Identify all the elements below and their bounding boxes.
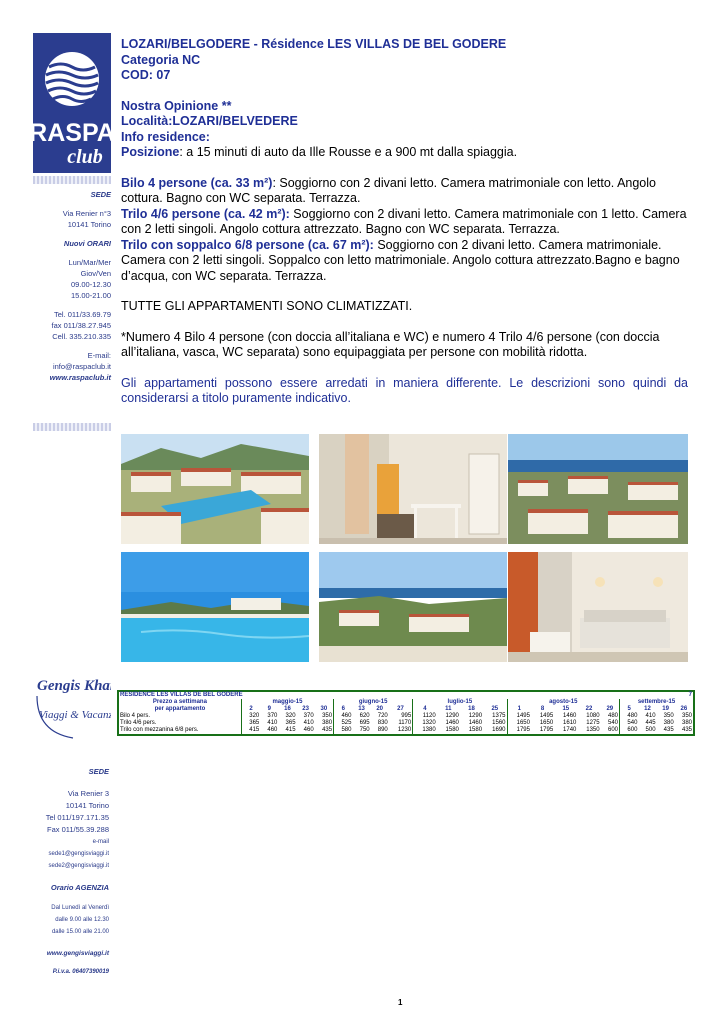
price-cell: 435 xyxy=(322,727,333,733)
price-cell: 1350 xyxy=(586,727,600,733)
phone: Tel. 011/33.69.79 xyxy=(54,310,111,319)
hours-label: Orario AGENZIA xyxy=(50,883,109,892)
apartment-desc: : Soggiorno con 2 divani letto. Camera matrimoniale con letto. Angolo cottura. Bagno con WC separata. Terrazza. xyxy=(121,175,656,205)
raspa-logo-text: RASPA xyxy=(33,119,111,147)
gengis-logo-word-1: Gengis Khan xyxy=(37,678,111,694)
price-cell: 380 xyxy=(322,720,333,726)
price-cell: 460 xyxy=(334,713,353,720)
price-cell: 540 xyxy=(620,720,639,727)
price-cell: 350 xyxy=(322,713,333,719)
website-link[interactable]: www.raspaclub.it xyxy=(49,373,111,382)
day-header: 2 xyxy=(241,706,260,713)
price-cell: 1495 xyxy=(507,713,531,720)
price-table xyxy=(117,690,695,736)
website-link[interactable]: www.gengisviaggi.it xyxy=(46,950,109,957)
divider xyxy=(33,423,111,431)
apartment-name: Bilo 4 persone (ca. 33 m²) xyxy=(121,175,273,190)
table-title: RESIDENCE LES VILLAS DE BEL GODERE xyxy=(120,692,243,698)
price-cell: 365 xyxy=(241,720,260,727)
price-cell: 1580 xyxy=(445,727,459,733)
day-header: 27 xyxy=(397,706,404,712)
price-cell: 1495 xyxy=(539,713,554,719)
gengis-contacts xyxy=(33,766,109,978)
day-header: 30 xyxy=(320,706,328,712)
row-label: Bilo 4 pers. xyxy=(120,713,151,719)
photo-sea-view-balcony xyxy=(319,552,507,662)
day-header: 12 xyxy=(644,706,651,712)
price-cell: 1650 xyxy=(507,720,531,727)
price-cell: 365 xyxy=(285,720,296,726)
fax: Fax 011/55.39.288 xyxy=(47,825,109,834)
day-header: 29 xyxy=(606,706,614,712)
price-cell: 370 xyxy=(303,713,314,719)
price-cell: 1380 xyxy=(413,727,437,734)
gengis-logo-word-2: Viaggi & Vacanze xyxy=(39,709,111,721)
month-header: giugno-15 xyxy=(334,699,413,706)
email-label: E-mail: xyxy=(87,351,111,360)
month-header: settembre-15 xyxy=(620,699,694,706)
price-cell: 995 xyxy=(401,713,412,719)
price-cell: 415 xyxy=(285,727,296,733)
table-row xyxy=(119,713,693,720)
day-header: 8 xyxy=(540,706,545,712)
opinion: Nostra Opinione ** xyxy=(121,98,232,113)
price-cell: 445 xyxy=(645,720,656,726)
main-content xyxy=(121,37,688,407)
sede-label: SEDE xyxy=(90,190,111,199)
photo-kitchen xyxy=(319,434,507,544)
divider xyxy=(33,176,111,184)
table-day-row xyxy=(119,706,693,713)
day-header: 20 xyxy=(376,706,384,712)
locality: Località:LOZARI/BELVEDERE xyxy=(121,114,298,128)
day-header: 11 xyxy=(445,706,452,712)
photo-infinity-pool xyxy=(121,552,309,662)
price-cell: 480 xyxy=(620,713,639,720)
price-cell: 600 xyxy=(607,727,618,733)
price-cell: 500 xyxy=(645,727,656,733)
price-cell: 1460 xyxy=(563,713,577,719)
raspa-logo-sub: club xyxy=(67,146,103,168)
price-cell: 435 xyxy=(681,727,692,733)
photo-village-sea xyxy=(508,434,688,544)
price-cell: 1460 xyxy=(445,720,459,726)
email-link-1[interactable]: sede1@gengisviaggi.it xyxy=(48,851,109,857)
day-header: 16 xyxy=(284,706,291,712)
day-header: 25 xyxy=(491,706,499,712)
table-title-row xyxy=(119,692,693,699)
day-header: 22 xyxy=(585,706,593,712)
apartment-name: Trilo con soppalco 6/8 persone (ca. 67 m²): xyxy=(121,237,374,252)
day-header: 1 xyxy=(507,706,531,713)
price-cell: 1290 xyxy=(468,713,483,719)
price-cell: 370 xyxy=(267,713,278,719)
day-header: 6 xyxy=(334,706,353,713)
price-cell: 1580 xyxy=(468,727,483,733)
email-link-2[interactable]: sede2@gengisviaggi.it xyxy=(48,863,109,869)
price-cell: 750 xyxy=(359,727,370,733)
day-header: 18 xyxy=(468,706,475,712)
day-header: 26 xyxy=(680,706,688,712)
apartment-name: Trilo 4/6 persone (ca. 42 m²): xyxy=(121,206,290,221)
price-cell: 410 xyxy=(303,720,314,726)
position-label: Posizione xyxy=(121,145,180,159)
email-label: e-mail xyxy=(92,839,109,845)
photo-pool-aerial xyxy=(121,434,309,544)
price-cell: 480 xyxy=(607,713,618,719)
price-cell: 1320 xyxy=(413,720,437,727)
table-row xyxy=(119,720,693,727)
day-header: 23 xyxy=(302,706,309,712)
price-cell: 620 xyxy=(359,713,370,719)
price-cell: 1170 xyxy=(398,720,412,726)
category: Categoria NC xyxy=(121,52,201,67)
price-cell: 1560 xyxy=(492,720,506,726)
apartment-trilo xyxy=(121,207,688,238)
price-cell: 460 xyxy=(303,727,314,733)
price-cell: 540 xyxy=(607,720,618,726)
price-cell: 410 xyxy=(645,713,656,719)
address-line-1: Via Renier n°3 xyxy=(62,209,111,218)
apartment-bilo xyxy=(121,176,688,207)
phone: Tel 011/197.171.35 xyxy=(45,813,109,822)
price-cell: 1690 xyxy=(492,727,506,733)
day-header: 4 xyxy=(413,706,437,713)
day-header: 5 xyxy=(620,706,639,713)
price-cell: 350 xyxy=(681,713,692,719)
code: COD: 07 xyxy=(121,68,171,82)
day-header: 15 xyxy=(562,706,570,712)
price-cell: 1610 xyxy=(563,720,577,726)
days-line-1: Lun/Mar/Mer xyxy=(68,258,111,267)
price-cell: 320 xyxy=(285,713,296,719)
price-cell: 720 xyxy=(377,713,388,719)
price-cell: 435 xyxy=(663,727,674,733)
photo-gallery xyxy=(121,434,688,663)
hours-line-1: 09.00-12.30 xyxy=(70,280,111,289)
days-line: Dal Lunedì al Venerdì xyxy=(51,905,109,911)
days-line-2: Giov/Ven xyxy=(80,269,111,278)
apartment-desc: Soggiorno con 2 divani letto. Camera matrimoniale. Camera con 2 letti singoli. Soppalco con letto matrimoniale. Angolo cottura attrezzato.Bagno e bagno d’acqua, con WC separata. Terrazza. xyxy=(121,237,680,283)
hours-label: Nuovi ORARI xyxy=(63,239,111,248)
page-number: 1 xyxy=(398,998,403,1007)
sidebar-agency xyxy=(33,33,111,430)
price-cell: 1740 xyxy=(563,727,577,733)
page-title: LOZARI/BELGODERE - Résidence LES VILLAS DE BEL GODERE xyxy=(121,37,507,51)
month-header: maggio-15 xyxy=(241,699,333,706)
address-line-2: 10141 Torino xyxy=(67,220,111,229)
header-label-1: Prezzo a settimana xyxy=(152,699,207,705)
position-line xyxy=(121,145,688,161)
vat-number: P.i.v.a. 06407390019 xyxy=(52,969,109,975)
price-cell: 1375 xyxy=(492,713,506,719)
hours-line-2: 15.00-21.00 xyxy=(70,291,111,300)
price-cell: 1460 xyxy=(468,720,483,726)
price-cell: 410 xyxy=(267,720,278,726)
price-cell: 415 xyxy=(241,727,260,734)
price-cell: 1795 xyxy=(507,727,531,734)
month-header: agosto-15 xyxy=(507,699,619,706)
price-cell: 1275 xyxy=(586,720,600,726)
row-label: Trilo con mezzanina 6/8 pers. xyxy=(120,727,199,733)
price-cell: 830 xyxy=(377,720,388,726)
price-cell: 380 xyxy=(663,720,674,726)
cell: Cell. 335.210.335 xyxy=(52,332,111,341)
raspa-club-logo xyxy=(33,33,111,173)
apartment-trilo-soppalco xyxy=(121,238,688,285)
price-cell: 460 xyxy=(267,727,278,733)
price-cell: 600 xyxy=(620,727,639,734)
photo-living-room xyxy=(508,552,688,662)
position-text: : a 15 minuti di auto da Ille Rousse e a 900 mt dalla spiaggia. xyxy=(179,145,518,159)
hours-line-1: dalle 9.00 alle 12.30 xyxy=(55,917,109,923)
row-label: Trilo 4/6 pers. xyxy=(120,720,157,726)
price-cell: 380 xyxy=(681,720,692,726)
price-cell: 695 xyxy=(359,720,370,726)
apartment-desc: Soggiorno con 2 divani letto. Camera matrimoniale con 1 letto. Camera con 2 letti singoli. Angolo cottura attrezzato. Bagno con WC separata. Terrazza. xyxy=(121,206,687,236)
agency-contacts xyxy=(33,189,111,383)
price-cell: 1650 xyxy=(539,720,554,726)
day-header: 19 xyxy=(662,706,669,712)
price-cell: 350 xyxy=(663,713,674,719)
fax: fax 011/38.27.945 xyxy=(51,321,111,330)
price-cell: 1290 xyxy=(445,713,459,719)
disclaimer: Gli appartamenti possono essere arredati in maniera differente. Le descrizioni sono quindi da considerarsi a titolo puramente indicativo. xyxy=(121,375,688,405)
table-number: 7 xyxy=(688,692,692,698)
price-cell: 1230 xyxy=(397,727,412,733)
address-line-1: Via Renier 3 xyxy=(67,789,109,798)
ac-note: TUTTE GLI APPARTAMENTI SONO CLIMATIZZATI. xyxy=(121,299,413,313)
day-header: 9 xyxy=(267,706,271,712)
price-cell: 1795 xyxy=(539,727,554,733)
address-line-2: 10141 Torino xyxy=(65,801,109,810)
hours-line-2: dalle 15.00 alle 21.00 xyxy=(51,929,109,935)
table-row xyxy=(119,727,693,734)
email-link[interactable]: info@raspaclub.it xyxy=(52,362,111,371)
price-cell: 525 xyxy=(334,720,353,727)
header-label-2: per appartamento xyxy=(154,706,206,712)
accessibility-note: *Numero 4 Bilo 4 persone (con doccia all’italiana e WC) e numero 4 Trilo 4/6 persone (con doccia all’italiana, vasca, WC separata) sono equipaggiata per persone con mobilità ridotta. xyxy=(121,329,660,359)
price-cell: 1080 xyxy=(586,713,600,719)
day-header: 13 xyxy=(358,706,365,712)
residence-label: Info residence: xyxy=(121,129,210,144)
price-cell: 1120 xyxy=(413,713,437,720)
price-cell: 580 xyxy=(334,727,353,734)
month-header: luglio-15 xyxy=(413,699,507,706)
table-month-row xyxy=(119,699,693,706)
price-cell: 320 xyxy=(241,713,260,720)
price-cell: 890 xyxy=(377,727,388,733)
sede-label: SEDE xyxy=(88,767,109,776)
gengis-khan-logo xyxy=(33,672,111,744)
